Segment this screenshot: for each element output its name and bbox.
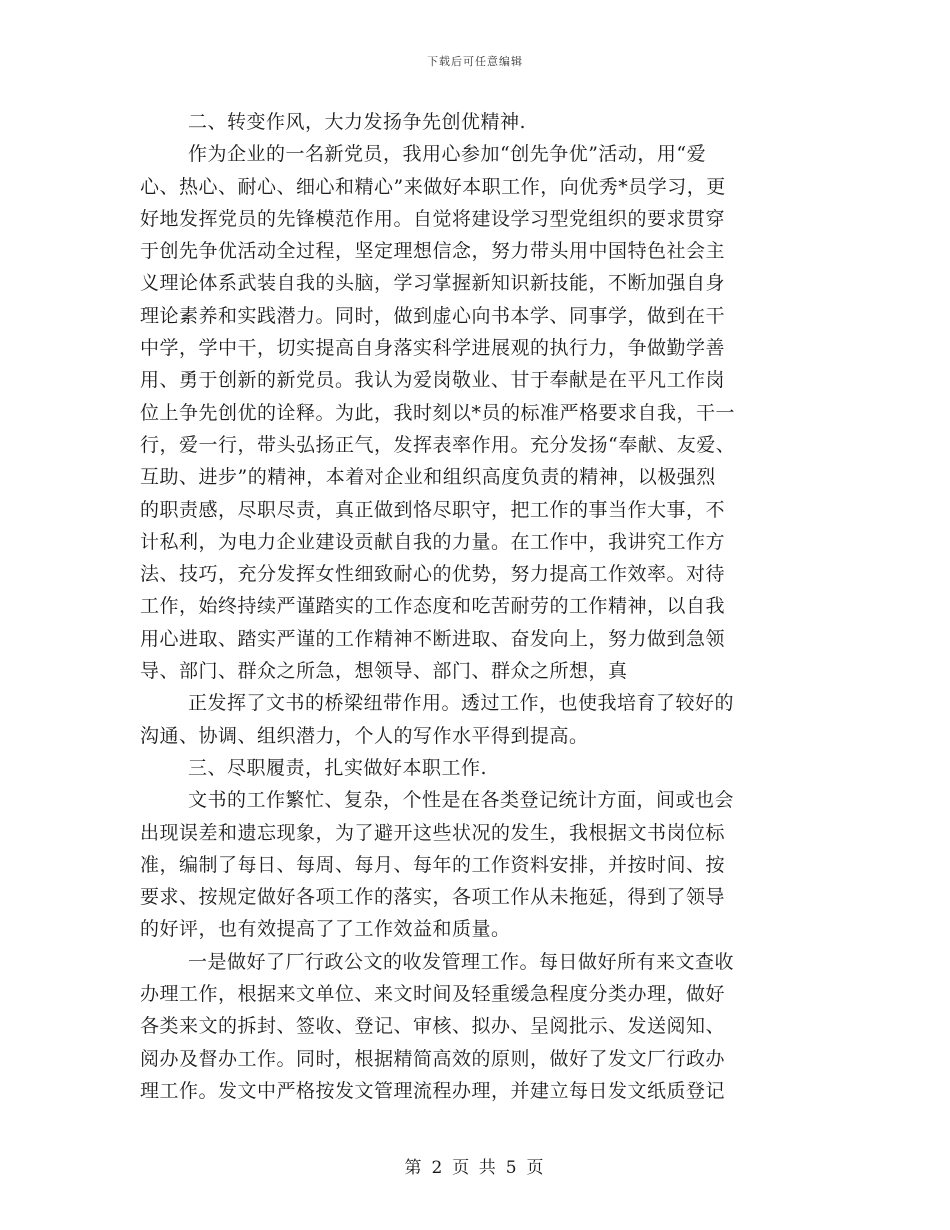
text-line: 心、热心、耐心、细心和精心”来做好本职工作，向优秀*员学习，更	[140, 175, 726, 198]
text-line: 要求、按规定做好各项工作的落实，各项工作从未拖延，得到了领导	[140, 886, 726, 909]
footer-suffix: 页	[526, 1158, 546, 1178]
text-line: 沟通、协调、组织潜力，个人的写作水平得到提高。	[140, 724, 589, 747]
text-line: 准，编制了每日、每周、每月、每年的工作资料安排，并按时间、按	[140, 853, 726, 876]
text-line: 行，爱一行，带头弘扬正气，发挥表率作用。充分发扬“奉献、友爱、	[140, 433, 736, 456]
text-line: 的好评，也有效提高了了工作效益和质量。	[140, 918, 511, 941]
text-line: 互助、进步”的精神，本着对企业和组织高度负责的精神，以极强烈	[140, 466, 716, 489]
text-line: 理工作。发文中严格按发文管理流程办理，并建立每日发文纸质登记	[140, 1079, 726, 1102]
page-header: 下载后可任意编辑	[427, 55, 523, 68]
text-line: 作为企业的一名新党员，我用心参加“创先争优”活动，用“爱	[188, 143, 707, 166]
text-line: 法、技巧，充分发挥女性细致耐心的优势，努力提高工作效率。对待	[140, 563, 726, 586]
text-line: 文书的工作繁忙、复杂，个性是在各类登记统计方面，间或也会	[188, 789, 735, 812]
text-line: 义理论体系武装自我的头脑，学习掌握新知识新技能，不断加强自身	[140, 272, 726, 295]
text-line: 用、勇于创新的新党员。我认为爱岗敬业、甘于奉献是在平凡工作岗	[140, 369, 726, 392]
text-line: 各类来文的拆封、签收、登记、审核、拟办、呈阅批示、发送阅知、	[140, 1015, 726, 1038]
text-line: 正发挥了文书的桥梁纽带作用。透过工作，也使我培育了较好的	[188, 692, 735, 715]
text-line: 导、部门、群众之所急，想领导、部门、群众之所想，真	[140, 660, 628, 683]
text-line: 位上争先创优的诠释。为此，我时刻以*员的标准严格要求自我，干一	[140, 401, 736, 424]
page-footer	[0, 1153, 950, 1178]
text-line: 三、尽职履责，扎实做好本职工作.	[188, 756, 488, 779]
text-line: 一是做好了厂行政公文的收发管理工作。每日做好所有来文查收	[188, 950, 735, 973]
text-line: 中学，学中干，切实提高自身落实科学进展观的执行力，争做勤学善	[140, 337, 726, 360]
text-line: 阅办及督办工作。同时，根据精简高效的原则，做好了发文厂行政办	[140, 1047, 726, 1070]
footer-page-number: 2	[431, 1158, 445, 1178]
text-line: 好地发挥党员的先锋模范作用。自觉将建设学习型党组织的要求贯穿	[140, 207, 726, 230]
text-line: 的职责感，尽职尽责，真正做到恪尽职守，把工作的事当作大事，不	[140, 498, 726, 521]
footer-total-pages: 5	[505, 1158, 519, 1178]
text-line: 出现误差和遗忘现象，为了避开这些状况的发生，我根据文书岗位标	[140, 821, 726, 844]
text-line: 于创先争优活动全过程，坚定理想信念，努力带头用中国特色社会主	[140, 240, 726, 263]
text-line: 办理工作，根据来文单位、来文时间及轻重缓急程度分类办理，做好	[140, 983, 726, 1006]
text-line: 理论素养和实践潜力。同时，做到虚心向书本学、同事学，做到在干	[140, 304, 726, 327]
text-line: 用心进取、踏实严谨的工作精神不断进取、奋发向上，努力做到急领	[140, 627, 726, 650]
footer-middle: 页 共	[452, 1158, 498, 1178]
footer-prefix: 第	[404, 1158, 424, 1178]
text-line: 计私利，为电力企业建设贡献自我的力量。在工作中，我讲究工作方	[140, 530, 726, 553]
text-line: 工作，始终持续严谨踏实的工作态度和吃苦耐劳的工作精神，以自我	[140, 595, 726, 618]
text-line: 二、转变作风，大力发扬争先创优精神.	[188, 111, 527, 133]
document-body	[140, 106, 810, 1107]
